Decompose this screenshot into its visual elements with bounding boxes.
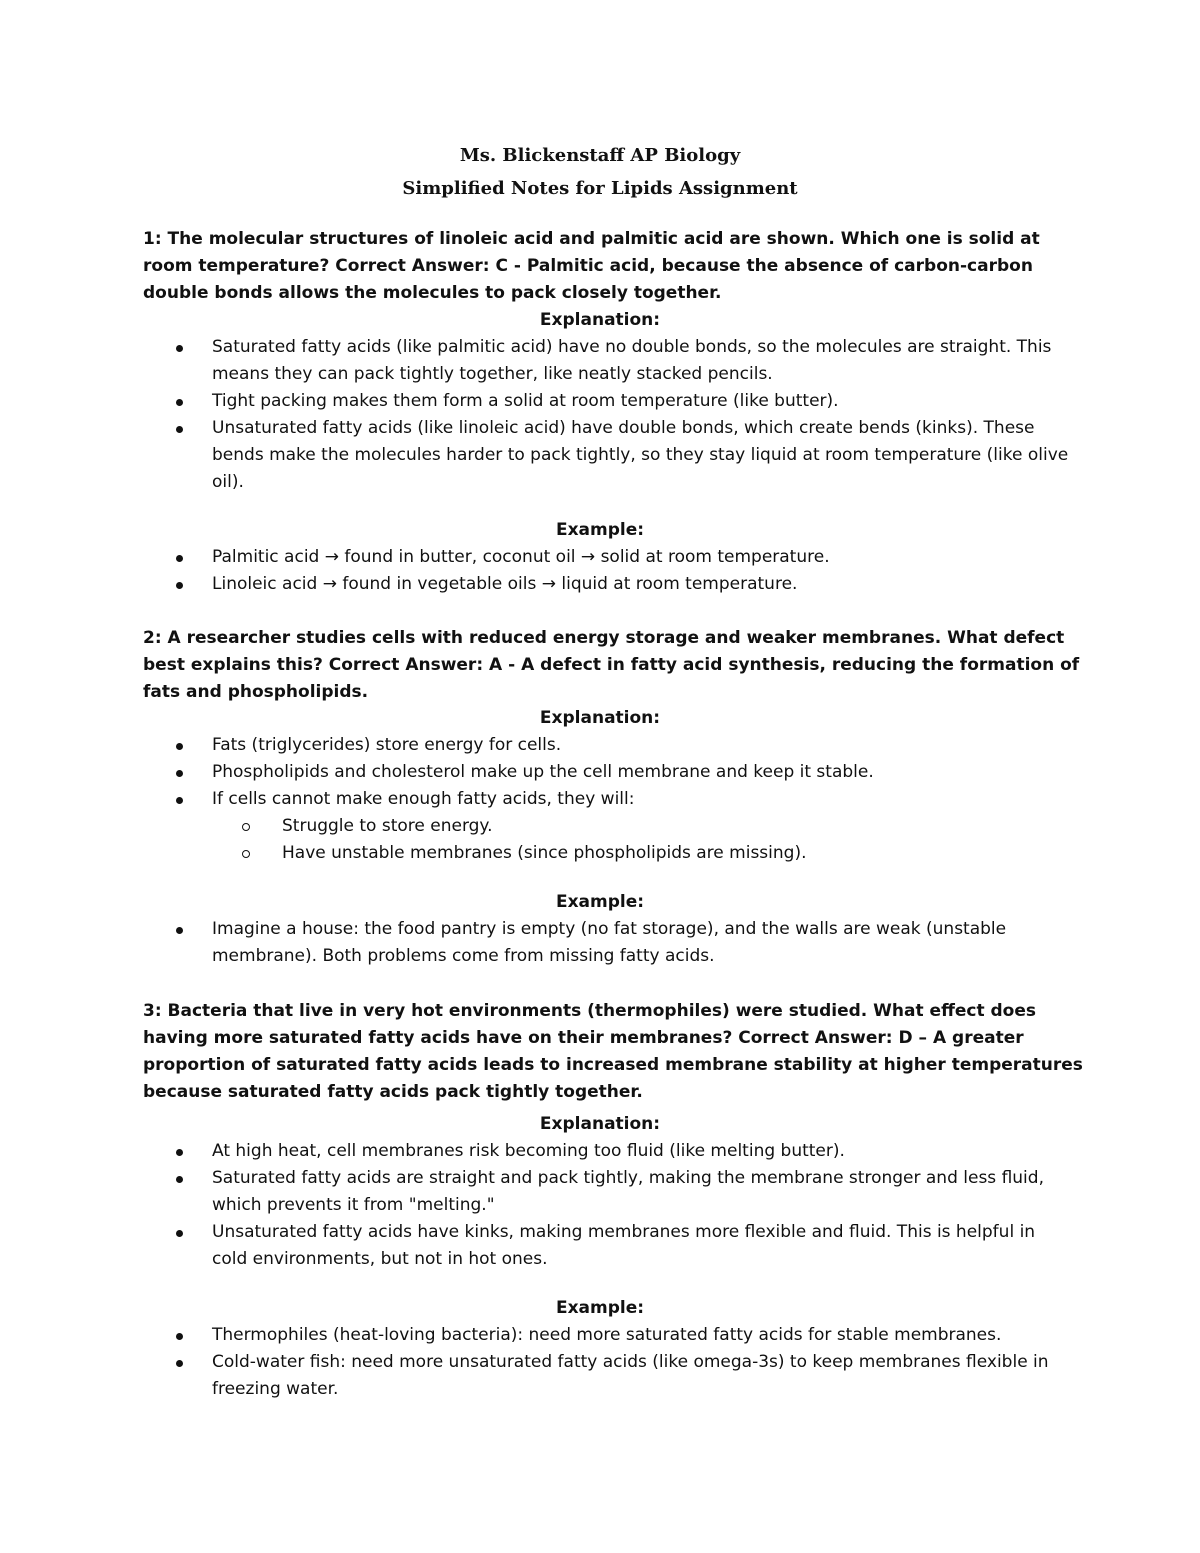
list-item: Unsaturated fatty acids have kinks, making membranes more flexible and fluid. This is helpful in cold environments, but not in hot ones. bbox=[170, 1219, 1070, 1273]
question-2: 2: A researcher studies cells with reduced energy storage and weaker membranes. What defect best explains this? Correct Answer: A - A defect in fatty acid synthesis, reducing the formation of fats and phospholipids. bbox=[143, 628, 1080, 702]
q2-explanation-list bbox=[170, 732, 1070, 867]
question-1: 1: The molecular structures of linoleic acid and palmitic acid are shown. Which one is solid at room temperature? Correct Answer: C - Palmitic acid, because the absence of carbon-carbon double bonds allows the molecules to pack closely together. bbox=[143, 229, 1040, 303]
q3-example-heading: Example: bbox=[555, 1298, 645, 1318]
list-item: Imagine a house: the food pantry is empty (no fat storage), and the walls are weak (unstable membrane). Both problems come from missing fatty acids. bbox=[170, 916, 1070, 970]
q2-sub-list bbox=[242, 813, 1070, 867]
q2-explanation-heading: Explanation: bbox=[539, 708, 661, 728]
q1-example-list bbox=[170, 544, 1070, 598]
list-item: Fats (triglycerides) store energy for cells. bbox=[170, 732, 1070, 759]
list-item: Phospholipids and cholesterol make up the cell membrane and keep it stable. bbox=[170, 759, 1070, 786]
list-item: Thermophiles (heat-loving bacteria): need more saturated fatty acids for stable membranes. bbox=[170, 1322, 1070, 1349]
list-item: Linoleic acid → found in vegetable oils → liquid at room temperature. bbox=[170, 571, 1070, 598]
sub-list-item: Struggle to store energy. bbox=[242, 813, 1070, 840]
list-item: At high heat, cell membranes risk becoming too fluid (like melting butter). bbox=[170, 1138, 1070, 1165]
q2-example-heading: Example: bbox=[555, 892, 645, 912]
q3-example-list bbox=[170, 1322, 1070, 1403]
sub-list-item: Have unstable membranes (since phospholipids are missing). bbox=[242, 840, 1070, 867]
list-item bbox=[170, 786, 1070, 867]
list-item: Saturated fatty acids (like palmitic acid) have no double bonds, so the molecules are straight. This means they can pack tightly together, like neatly stacked pencils. bbox=[170, 334, 1070, 388]
list-item: Palmitic acid → found in butter, coconut oil → solid at room temperature. bbox=[170, 544, 1070, 571]
q2-example-list bbox=[170, 916, 1070, 970]
q1-explanation-heading: Explanation: bbox=[539, 310, 661, 330]
list-item: Unsaturated fatty acids (like linoleic acid) have double bonds, which create bends (kinks). These bends make the molecules harder to pack tightly, so they stay liquid at room temperature (like olive oil). bbox=[170, 415, 1070, 496]
document-subtitle: Simplified Notes for Lipids Assignment bbox=[402, 178, 798, 199]
q3-explanation-list bbox=[170, 1138, 1070, 1273]
list-item: Saturated fatty acids are straight and pack tightly, making the membrane stronger and less fluid, which prevents it from "melting." bbox=[170, 1165, 1070, 1219]
q3-explanation-heading: Explanation: bbox=[539, 1114, 661, 1134]
list-item: Tight packing makes them form a solid at room temperature (like butter). bbox=[170, 388, 1070, 415]
document-title: Ms. Blickenstaff AP Biology bbox=[459, 145, 741, 166]
list-item-text: If cells cannot make enough fatty acids, they will: bbox=[212, 789, 635, 809]
q1-example-heading: Example: bbox=[555, 520, 645, 540]
list-item: Cold-water fish: need more unsaturated fatty acids (like omega-3s) to keep membranes flexible in freezing water. bbox=[170, 1349, 1070, 1403]
question-3: 3: Bacteria that live in very hot environments (thermophiles) were studied. What effect does having more saturated fatty acids have on their membranes? Correct Answer: D – A greater proportion of saturated fatty acids leads to increased membrane stability at higher temperatures because saturated fatty acids pack tightly together. bbox=[143, 1001, 1083, 1102]
q1-explanation-list bbox=[170, 334, 1070, 496]
